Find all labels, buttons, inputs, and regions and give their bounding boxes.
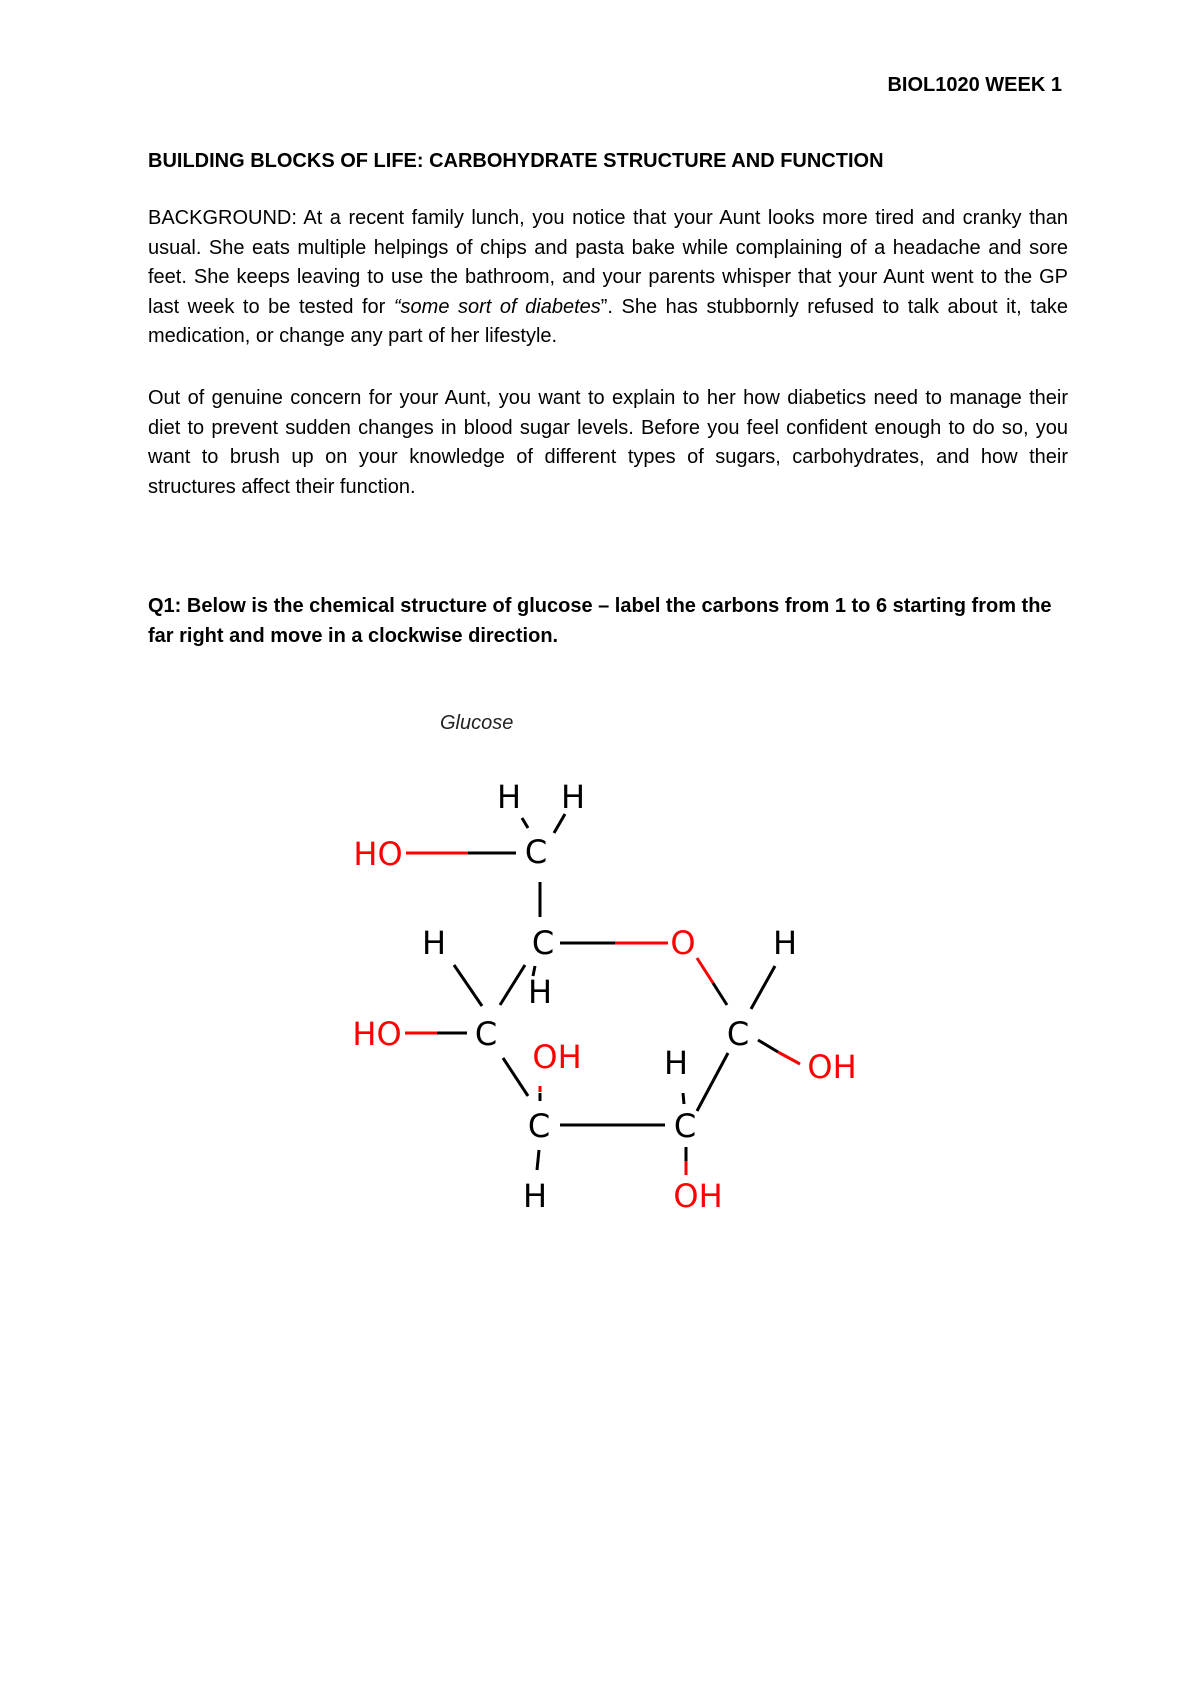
bond-h-c-top-left [522,818,528,828]
course-code: BIOL1020 WEEK 1 [887,74,1062,96]
bond-h-c-bottom-right [683,1093,684,1104]
atom-oh-center: OH [532,1038,582,1076]
atom-oh-bottom: OH [673,1177,723,1215]
atoms [352,778,856,1215]
background-text-end: ”. She has stubbornly refused to talk about it, take medication, or change any part of her lifestyle. [148,295,1068,347]
atom-c-left: C [474,1015,498,1053]
bond-h-c-top-right [554,814,565,833]
atom-h4: H [772,924,798,962]
bond-h-c-right [751,966,775,1009]
atom-h5: H [527,973,553,1011]
atom-h3: H [421,924,447,962]
background-label: BACKGROUND [148,207,292,229]
atom-c-top: C [524,833,548,871]
atom-c-ring: C [531,924,555,962]
bond-c-left-c-bottom-left [503,1058,528,1096]
atom-oh-right: OH [807,1048,857,1086]
bond-h-c-left [454,965,482,1006]
figure-caption: Glucose [440,712,514,734]
bond-o-c-right-black [713,983,727,1005]
atom-c-bottom-left: C [527,1107,551,1145]
atom-ho-left: HO [352,1015,402,1053]
atom-h7: H [522,1177,548,1215]
bond-c-right-c-bottom-right [697,1053,728,1111]
document-title: BUILDING BLOCKS OF LIFE: CARBOHYDRATE STRUCTURE AND FUNCTION [148,150,884,172]
bond-c-ring-c-left [500,965,525,1005]
bond-o-c-right [697,958,713,983]
bond-c-right-oh-red [778,1052,800,1064]
concern-paragraph: Out of genuine concern for your Aunt, you want to explain to her how diabetics need to manage their diet to prevent sudden changes in blood sugar levels. Before you feel confident enough to do so, you want to brush up on your knowledge of different types of sugars, carbohydrates, and how their structures affect their function. [148,387,1068,498]
bonds [405,814,800,1175]
background-text: : At a recent family lunch, you notice that your Aunt looks more tired and cranky than usual. She eats multiple helpings of chips and pasta bake while complaining of a headache and sore feet. She keeps leaving to use the bathroom, and your parents whisper that your Aunt went to the GP last week to be tested for [148,207,1068,318]
atom-ho-top: HO [353,835,403,873]
atom-c-bottom-right: C [673,1107,697,1145]
atom-o-ring: O [670,924,696,962]
question-1: Q1: Below is the chemical structure of glucose – label the carbons from 1 to 6 starting from the far right and move in a clockwise direction. [148,595,1052,647]
atom-h6: H [663,1044,689,1082]
atom-c-right: C [726,1015,750,1053]
background-quote: “some sort of diabetes [393,295,601,318]
bond-c-bottom-left-h [537,1150,539,1170]
atom-h2: H [560,778,586,816]
bond-c-right-oh [758,1040,778,1052]
atom-h1: H [496,778,522,816]
